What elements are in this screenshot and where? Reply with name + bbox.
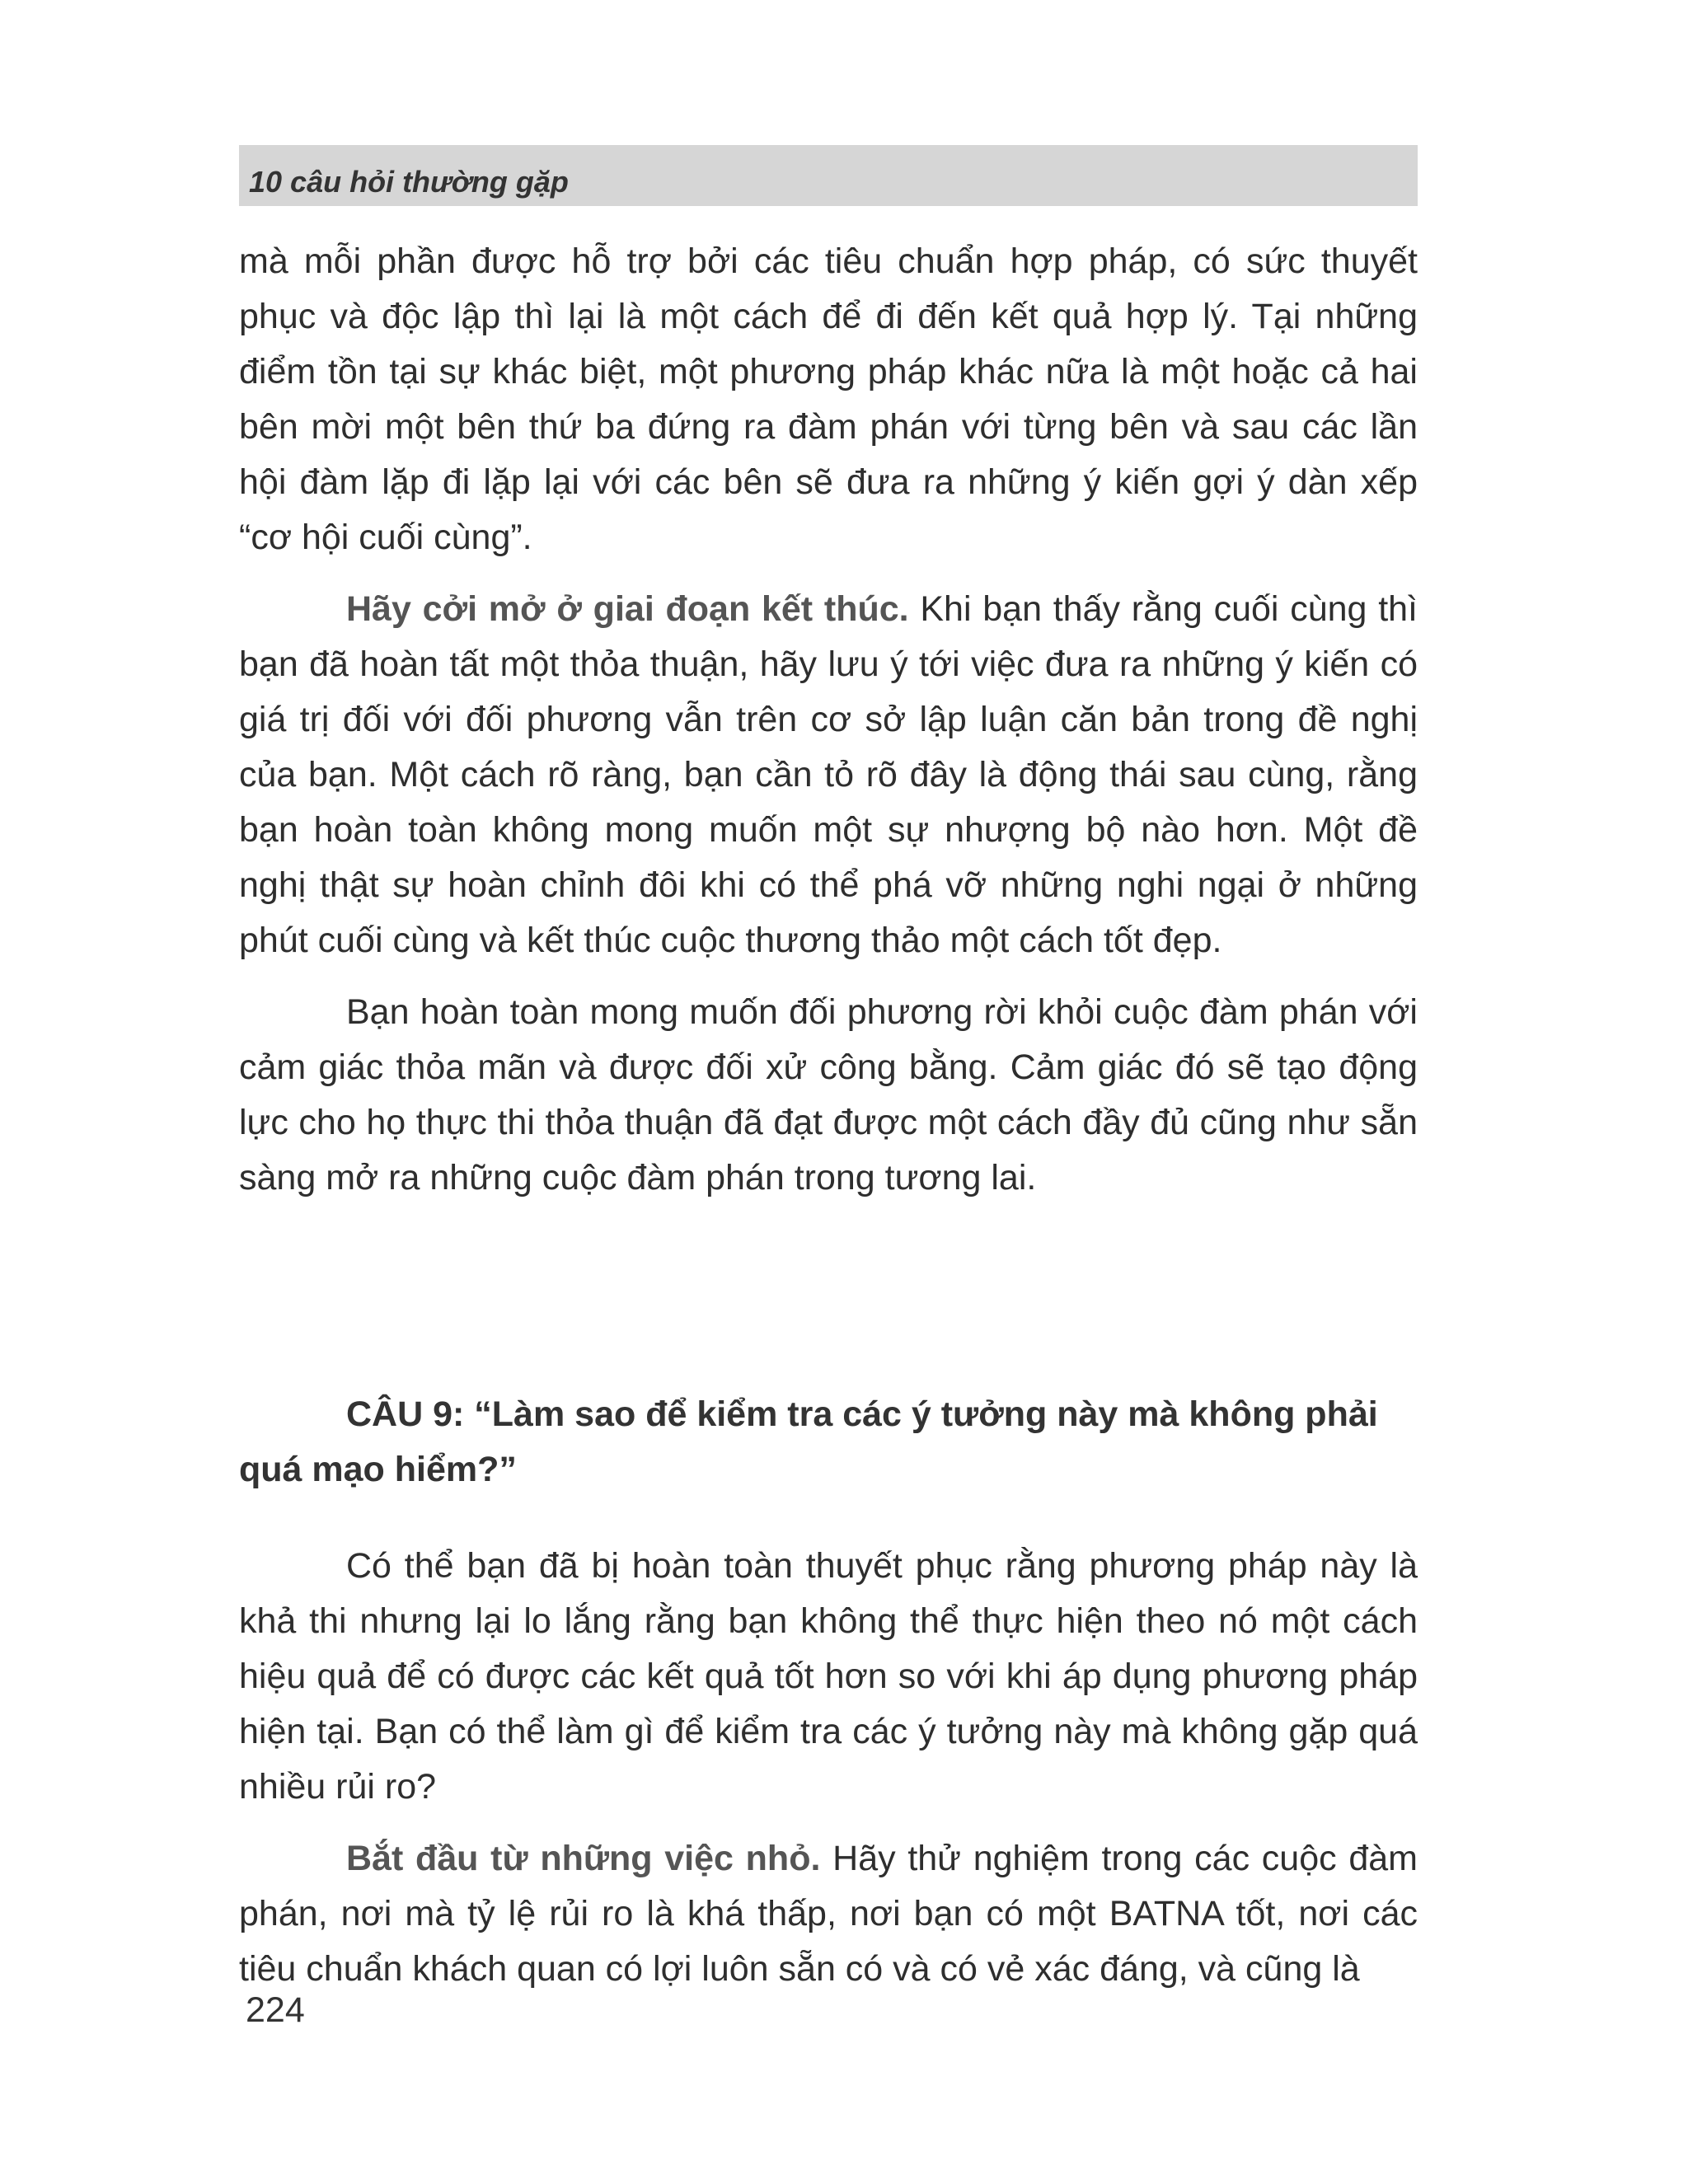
paragraph-lead-in: Hãy cởi mở ở giai đoạn kết thúc.: [346, 589, 909, 629]
question-heading: CÂU 9: “Làm sao để kiểm tra các ý tưởng này mà không phải quá mạo hiểm?”: [239, 1394, 1378, 1489]
running-header-title: 10 câu hỏi thường gặp: [249, 165, 569, 199]
paragraph-continued: mà mỗi phần được hỗ trợ bởi các tiêu chuẩn hợp pháp, có sức thuyết phục và độc lập thì lại là một cách để đi đến kết quả hợp lý. Tại những điểm tồn tại sự khác biệt, một phương pháp khác nữa là một hoặc cả hai bên mời một bên thứ ba đứng ra đàm phán với từng bên và sau các lần hội đàm lặp đi lặp lại với các bên sẽ đưa ra những ý kiến gợi ý dàn xếp “cơ hội cuối cùng”.: [239, 241, 1418, 557]
paragraph-lead-in: Bắt đầu từ những việc nhỏ.: [346, 1839, 821, 1878]
paragraph-closing-stage: [239, 582, 1418, 968]
page-number: 224: [246, 1990, 305, 2030]
paragraph-text: Hãy thử nghiệm trong các cuộc đàm phán, nơi mà tỷ lệ rủi ro là khá thấp, nơi bạn có một BATNA tốt, nơi các tiêu chuẩn khách quan có lợi luôn sẵn có và có vẻ xác đáng, và cũng là: [239, 1839, 1418, 1989]
running-header-bar: [239, 145, 1418, 206]
paragraph-text: Khi bạn thấy rằng cuối cùng thì bạn đã hoàn tất một thỏa thuận, hãy lưu ý tới việc đưa ra những ý kiến có giá trị đối với đối phương vẫn trên cơ sở lập luận căn bản trong đề nghị của bạn. Một cách rõ ràng, bạn cần tỏ rõ đây là động thái sau cùng, rằng bạn hoàn toàn không mong muốn một sự nhượng bộ nào hơn. Một đề nghị thật sự hoàn chỉnh đôi khi có thể phá vỡ những nghi ngại ở những phút cuối cùng và kết thúc cuộc thương thảo một cách tốt đẹp.: [239, 589, 1418, 960]
paragraph-satisfaction: Bạn hoàn toàn mong muốn đối phương rời khỏi cuộc đàm phán với cảm giác thỏa mãn và được đối xử công bằng. Cảm giác đó sẽ tạo động lực cho họ thực thi thỏa thuận đã đạt được một cách đầy đủ cũng như sẵn sàng mở ra những cuộc đàm phán trong tương lai.: [239, 992, 1418, 1197]
paragraph-start-small: [239, 1831, 1418, 1997]
paragraph-question-intro: Có thể bạn đã bị hoàn toàn thuyết phục rằng phương pháp này là khả thi nhưng lại lo lắng rằng bạn không thể thực hiện theo nó một cách hiệu quả để có được các kết quả tốt hơn so với khi áp dụng phương pháp hiện tại. Bạn có thể làm gì để kiểm tra các ý tưởng này mà không gặp quá nhiều rủi ro?: [239, 1546, 1418, 1807]
page-body: [239, 234, 1418, 1997]
